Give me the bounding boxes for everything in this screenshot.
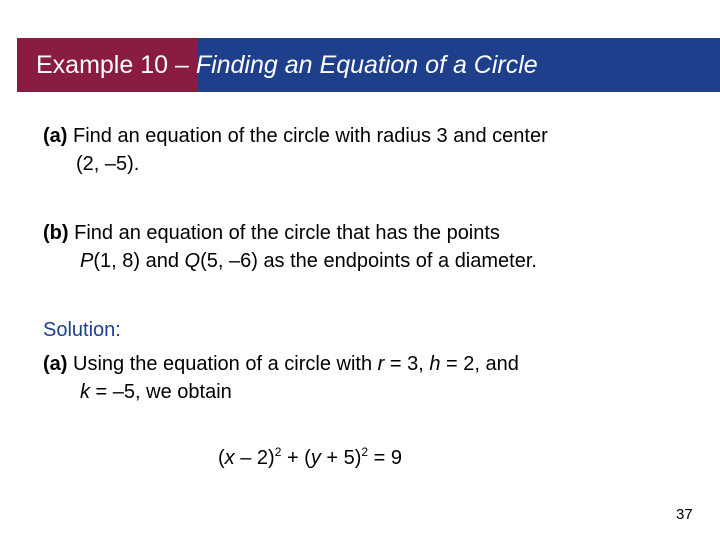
solution-heading: Solution: <box>43 319 121 341</box>
eq-var-y: y <box>310 447 321 469</box>
slide-title <box>36 51 538 79</box>
solution-text1b: = 3, <box>384 353 430 375</box>
part-a-label: (a) <box>43 125 68 147</box>
part-b-text1: Find an equation of the circle that has the points <box>68 222 500 244</box>
solution-line1 <box>43 350 519 378</box>
title-prefix: Example 10 <box>36 51 169 79</box>
title-separator: – <box>168 51 196 79</box>
part-b-label: (b) <box>43 222 69 244</box>
solution-text2: = –5, we obtain <box>90 381 232 403</box>
solution-text1a: Using the equation of a circle with <box>67 353 378 375</box>
eq-exponent-2: 2 <box>361 445 369 459</box>
title-italic: Finding an Equation of a Circle <box>195 51 538 79</box>
eq-part-y: + 5) <box>320 447 362 469</box>
part-a-line1 <box>43 122 548 150</box>
solution-line2 <box>80 378 232 406</box>
var-k: k <box>80 381 90 403</box>
eq-paren-open: ( <box>218 447 225 469</box>
circle-equation <box>218 444 402 472</box>
var-r: r <box>377 353 385 375</box>
part-b-mid: (1, 8) and <box>93 250 185 272</box>
point-q: Q <box>184 250 201 272</box>
part-b-end: (5, –6) as the endpoints of a diameter. <box>200 250 537 272</box>
eq-plus: + ( <box>281 447 311 469</box>
title-bar <box>17 38 720 92</box>
eq-var-x: x <box>224 447 235 469</box>
part-a-line2: (2, –5). <box>76 153 140 175</box>
part-b-line2 <box>80 247 537 275</box>
part-a-text1: Find an equation of the circle with radius 3 and center <box>67 125 548 147</box>
part-b-line1 <box>43 219 500 247</box>
eq-rhs: = 9 <box>368 447 403 469</box>
solution-text1c: = 2, and <box>440 353 519 375</box>
solution-label: (a) <box>43 353 68 375</box>
eq-part-x: – 2) <box>234 447 275 469</box>
page-number: 37 <box>676 506 693 523</box>
point-p: P <box>80 250 94 272</box>
eq-exponent-1: 2 <box>274 445 282 459</box>
var-h: h <box>429 353 441 375</box>
